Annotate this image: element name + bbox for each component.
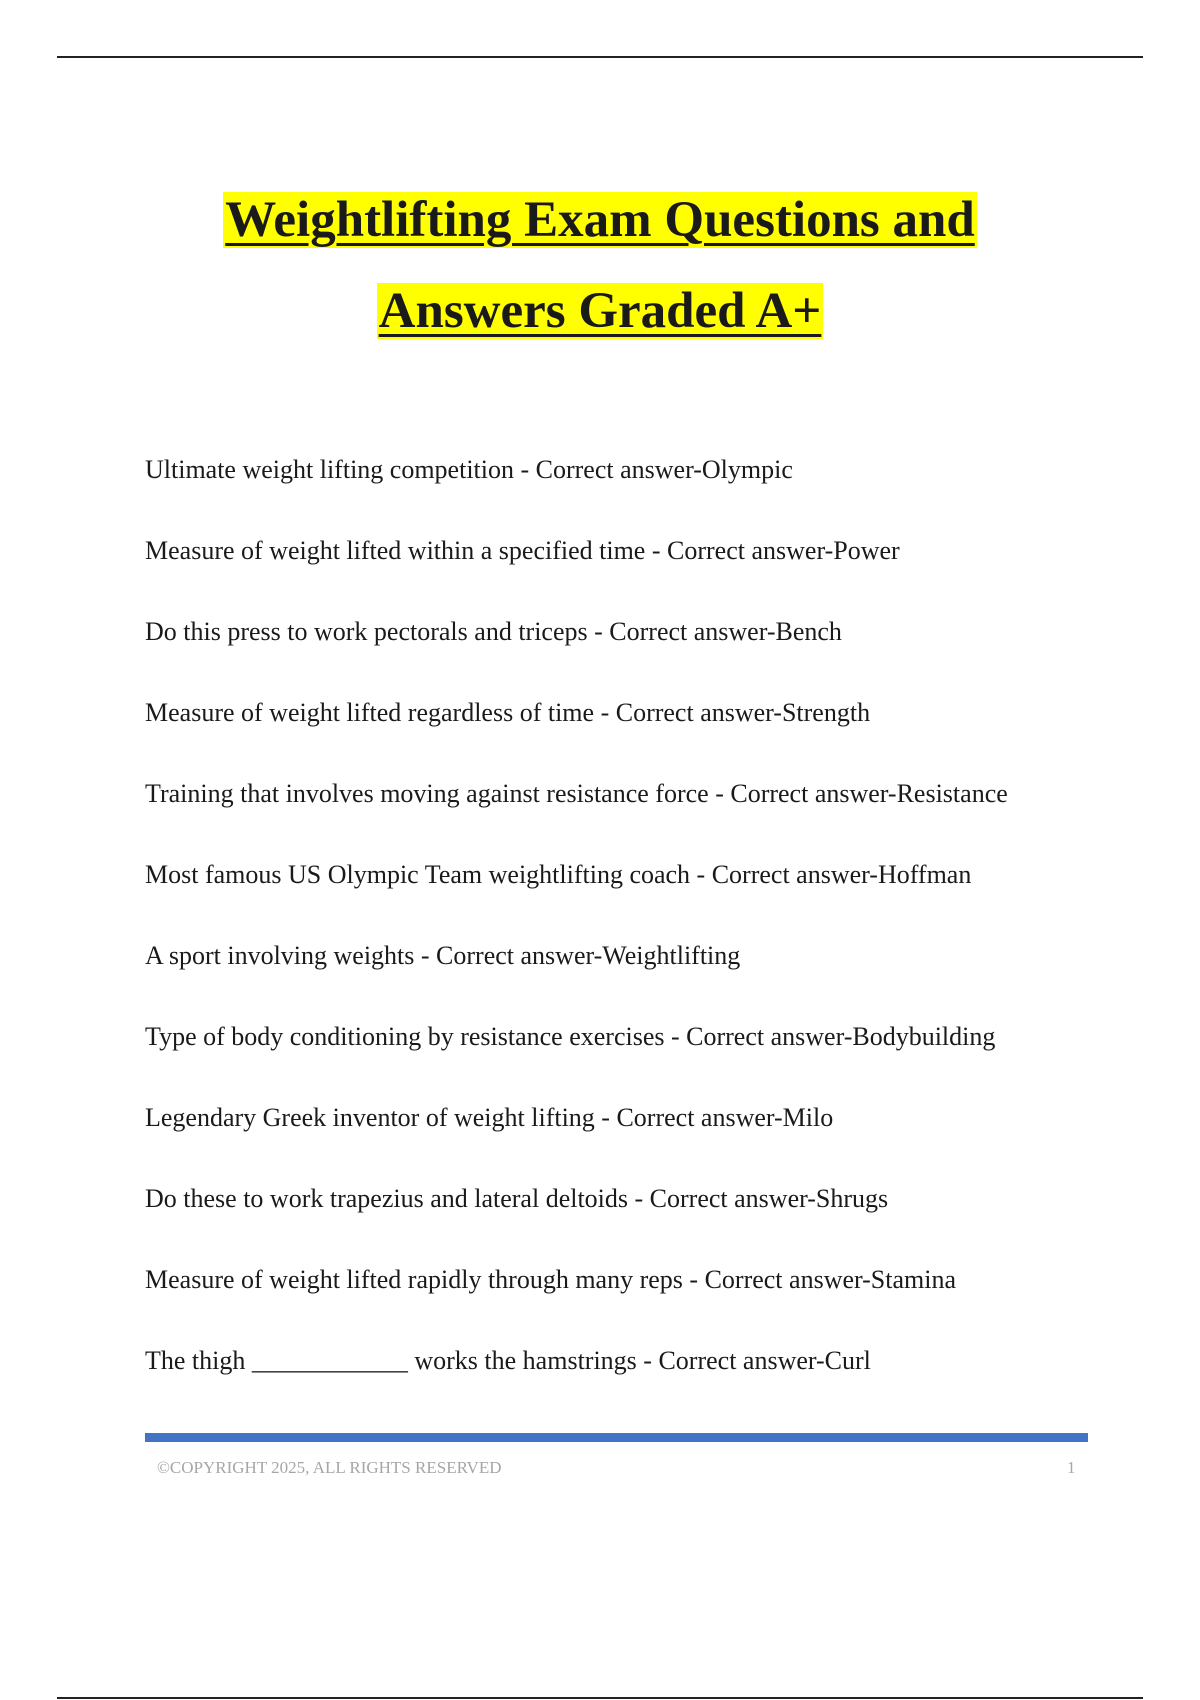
bottom-divider	[57, 1697, 1143, 1699]
document-title	[0, 175, 1200, 357]
qa-item: Do this press to work pectorals and triceps - Correct answer-Bench	[145, 617, 842, 646]
qa-item: Ultimate weight lifting competition - Correct answer-Olympic	[145, 455, 793, 484]
title-line-1: Weightlifting Exam Questions and	[225, 192, 975, 248]
qa-item: Legendary Greek inventor of weight lifting - Correct answer-Milo	[145, 1103, 834, 1132]
qa-item: Measure of weight lifted within a specified time - Correct answer-Power	[145, 536, 900, 565]
footer-copyright: ©COPYRIGHT 2025, ALL RIGHTS RESERVED	[157, 1458, 502, 1477]
qa-item: Measure of weight lifted rapidly through many reps - Correct answer-Stamina	[145, 1265, 957, 1294]
qa-item: Do these to work trapezius and lateral deltoids - Correct answer-Shrugs	[145, 1184, 889, 1213]
qa-list	[145, 450, 1125, 1422]
page-number: 1	[1067, 1458, 1076, 1477]
qa-item: A sport involving weights - Correct answer-Weightlifting	[145, 941, 741, 970]
footer-bar	[145, 1433, 1088, 1442]
title-line-2: Answers Graded A+	[378, 283, 822, 339]
qa-item: Measure of weight lifted regardless of time - Correct answer-Strength	[145, 698, 871, 727]
qa-item: Type of body conditioning by resistance exercises - Correct answer-Bodybuilding	[145, 1022, 996, 1051]
qa-item: Most famous US Olympic Team weightlifting coach - Correct answer-Hoffman	[145, 860, 972, 889]
qa-item: Training that involves moving against resistance force - Correct answer-Resistance	[145, 779, 1008, 808]
qa-item: The thigh ____________ works the hamstrings - Correct answer-Curl	[145, 1346, 871, 1375]
top-divider	[57, 56, 1143, 58]
